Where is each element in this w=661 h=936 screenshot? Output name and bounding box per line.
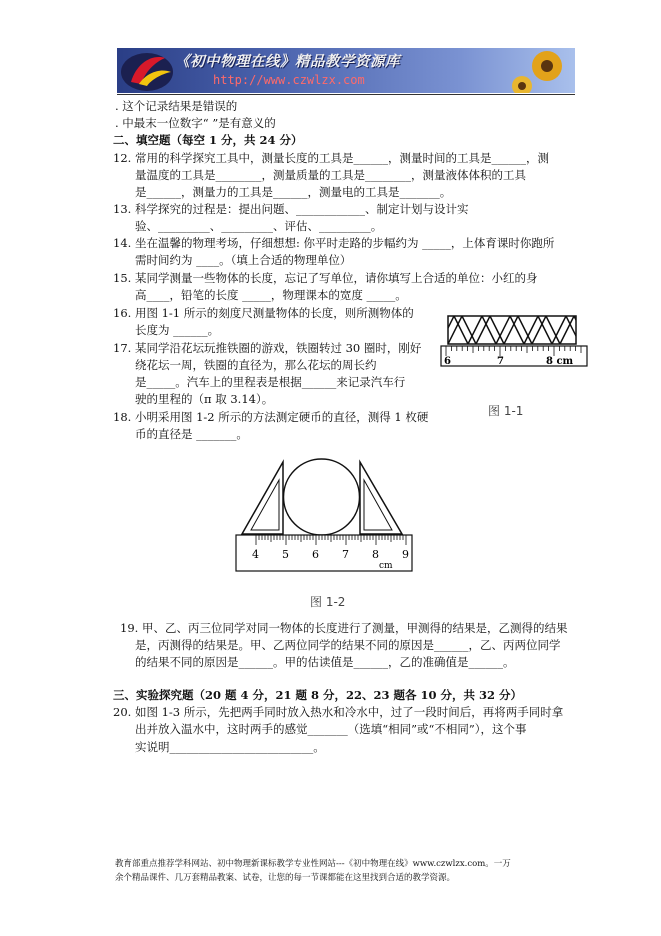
question-16-line-1: 16. 用图 1-1 所示的刻度尺测量物体的长度，则所测物体的: [113, 306, 414, 320]
figure-1-2-caption: 图 1-2: [310, 595, 346, 609]
question-15-line-2: 高____，铅笔的长度 _____，物理课本的宽度 _____。: [135, 288, 407, 302]
question-17-line-4: 驶的里程的（π 取 3.14）。: [135, 392, 274, 406]
question-20-line-1: 20. 如图 1-3 所示，先把两手同时放入热水和冷水中，过了一段时间后，再将两手同时拿: [113, 705, 564, 719]
header-rule: [117, 94, 575, 95]
figure-1-2-coin-measure: [232, 452, 418, 576]
question-13-line-1: 13. 科学探究的过程是：提出问题、____________、制定计划与设计实: [113, 202, 469, 216]
question-12-line-3: 是______，测量力的工具是______，测量电的工具是_______。: [135, 185, 452, 199]
fig1-tick-label: 7: [497, 356, 504, 367]
question-17-line-1: 17. 某同学沿花坛玩推铁圈的游戏，铁圈转过 30 圈时，刚好: [113, 341, 422, 355]
question-20-line-2: 出并放入温水中，这时两手的感觉_______（选填“相同”或“不相同”），这个事: [135, 722, 527, 736]
footer-line-2: 余个精品课件、几万套精品教案、试卷，让您的每一节课都能在这里找到合适的教学资源。: [115, 873, 456, 883]
question-19-line-2: 是，丙测得的结果是。甲、乙两位同学的结果不同的原因是______，乙、丙两位同学: [135, 638, 561, 652]
question-14-line-2: 需时间约为 ____。（填上合适的物理单位）: [135, 253, 352, 267]
fig2-tick-label: 9: [402, 548, 409, 561]
figure-1-1-ruler: [440, 312, 590, 384]
question-14-line-1: 14. 坐在温馨的物理考场，仔细想想: 你平时走路的步幅约为 _____，上体育课时你跑所: [113, 236, 555, 250]
question-15-line-1: 15. 某同学测量一些物体的长度，忘记了写单位，请你填写上合适的单位：小红的身: [113, 271, 538, 285]
question-19-line-3: 的结果不同的原因是______。甲的估读值是______，乙的准确值是______。: [135, 655, 515, 669]
question-18-line-1: 18. 小明采用图 1-2 所示的方法测定硬币的直径，测得 1 枚硬: [113, 410, 429, 424]
fig2-unit-label: cm: [379, 561, 393, 571]
question-18-line-2: 币的直径是 _______。: [135, 427, 248, 441]
fig2-tick-label: 8: [372, 548, 379, 561]
fig1-tick-label: 8 cm: [546, 356, 574, 367]
option-d: . 中最末一位数字“ ”是有意义的: [115, 116, 276, 130]
banner-title: 《初中物理在线》精品教学资源库: [175, 53, 400, 70]
question-12-line-2: 量温度的工具是________，测量质量的工具是________，测量液体体积的工具: [135, 168, 526, 182]
question-16-line-2: 长度为 ______。: [135, 323, 220, 337]
question-17-line-2: 绕花坛一周，铁圈的直径为，那么花坛的周长约: [135, 358, 377, 372]
fig2-tick-label: 6: [312, 548, 319, 561]
question-20-line-3: 实说明_________________________。: [135, 740, 325, 754]
fig1-tick-label: 6: [444, 356, 451, 367]
question-13-line-2: 验、_________、_________、评估、_________。: [135, 219, 383, 233]
fig2-tick-label: 5: [282, 548, 289, 561]
section-experiment-heading: 三、实验探究题（20 题 4 分，21 题 8 分，22、23 题各 10 分，共 32 分）: [113, 688, 523, 702]
question-12-line-1: 12. 常用的科学探究工具中，测量长度的工具是______，测量时间的工具是______，测: [113, 151, 549, 165]
question-17-line-3: 是_____。汽车上的里程表是根据______来记录汽车行: [135, 375, 406, 389]
footer-line-1: 教育部重点推荐学科网站、初中物理新课标教学专业性网站---《初中物理在线》www.czwlzx.com。一万: [115, 859, 511, 869]
fig2-tick-label: 7: [342, 548, 349, 561]
fig2-tick-label: 4: [252, 548, 259, 561]
question-19-line-1: 19. 甲、乙、丙三位同学对同一物体的长度进行了测量，甲测得的结果是，乙测得的结果: [120, 621, 568, 635]
option-c: . 这个记录结果是错误的: [115, 99, 238, 113]
banner-url[interactable]: http://www.czwlzx.com: [213, 73, 365, 87]
figure-1-1-caption: 图 1-1: [488, 404, 524, 418]
section-fill-blank-heading: 二、填空题（每空 1 分，共 24 分）: [113, 133, 303, 147]
header-banner: [117, 48, 575, 93]
